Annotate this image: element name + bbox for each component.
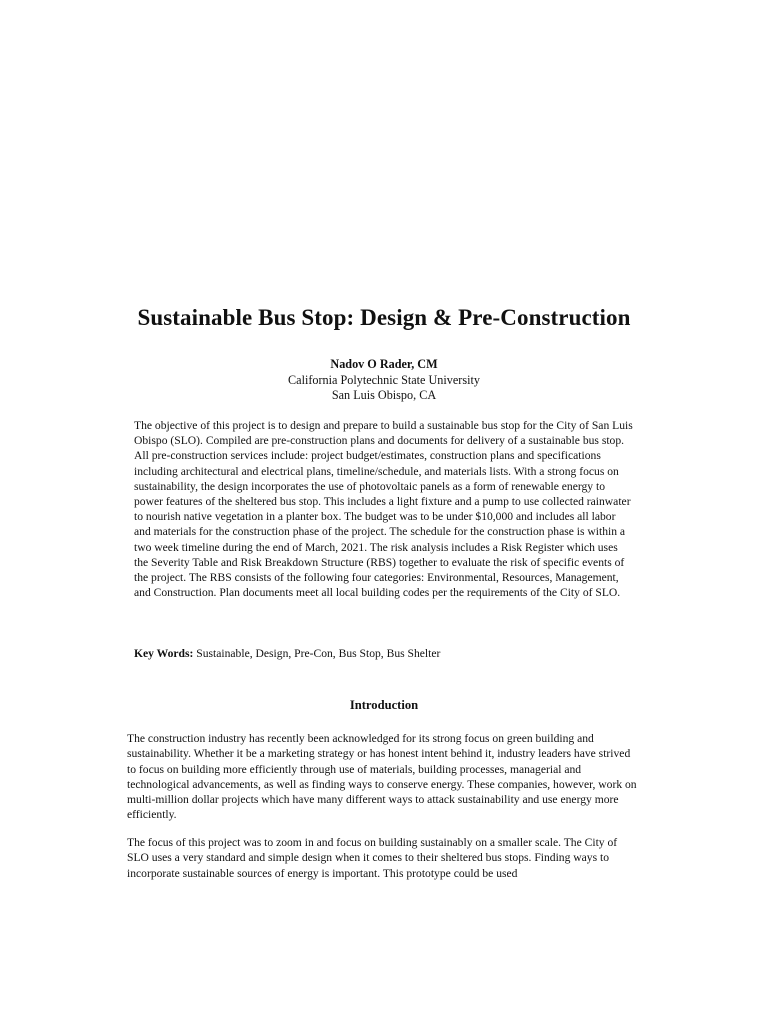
keywords-text: Sustainable, Design, Pre-Con, Bus Stop, Bus Shelter	[193, 647, 441, 660]
introduction-paragraph-1: The construction industry has recently been acknowledged for its strong focus on green building and sustainability. Whether it be a marketing strategy or has honest intent behind it, industry leaders have strived to focus on building more efficiently through use of materials, building processes, managerial and technological advancements, as well as finding ways to conserve energy. These companies, however, work on multi-million dollar projects which have many different ways to attack sustainability and use energy more efficiently.	[127, 732, 637, 822]
author-block	[0, 357, 768, 404]
abstract-paragraph: The objective of this project is to design and prepare to build a sustainable bus stop for the City of San Luis Obispo (SLO). Compiled are pre-construction plans and documents for delivery of a sustainable bus stop. All pre-construction services include: project budget/estimates, construction plans and specifications including architectural and electrical plans, timeline/schedule, and materials lists. With a strong focus on sustainability, the design incorporates the use of photovoltaic panels as a form of renewable energy to power features of the sheltered bus stop. This includes a light fixture and a pump to use collected rainwater to nourish native vegetation in a planter box. The budget was to be under $10,000 and includes all labor and materials for the construction phase of the project. The schedule for the construction phase is within a two week timeline during the end of March, 2021. The risk analysis includes a Risk Register which uses the Severity Table and Risk Breakdown Structure (RBS) together to evaluate the risk of specific events of the project. The RBS consists of the following four categories: Environmental, Resources, Management, and Construction. Plan documents meet all local building codes per the requirements of the City of SLO.	[134, 419, 633, 600]
author-location: San Luis Obispo, CA	[331, 388, 437, 402]
author-name: Nadov O Rader, CM	[330, 357, 438, 371]
paper-title: Sustainable Bus Stop: Design & Pre-Construction	[137, 305, 631, 330]
keywords-label: Key Words:	[134, 647, 194, 660]
author-affiliation: California Polytechnic State University	[288, 372, 480, 387]
introduction-heading: Introduction	[349, 698, 419, 712]
keywords-line	[134, 646, 654, 661]
introduction-paragraph-2: The focus of this project was to zoom in and focus on building sustainably on a smaller scale. The City of SLO uses a very standard and simple design when it comes to their sheltered bus stops. Finding ways to incorporate sustainable sources of energy is important. This prototype could be used	[127, 836, 618, 880]
